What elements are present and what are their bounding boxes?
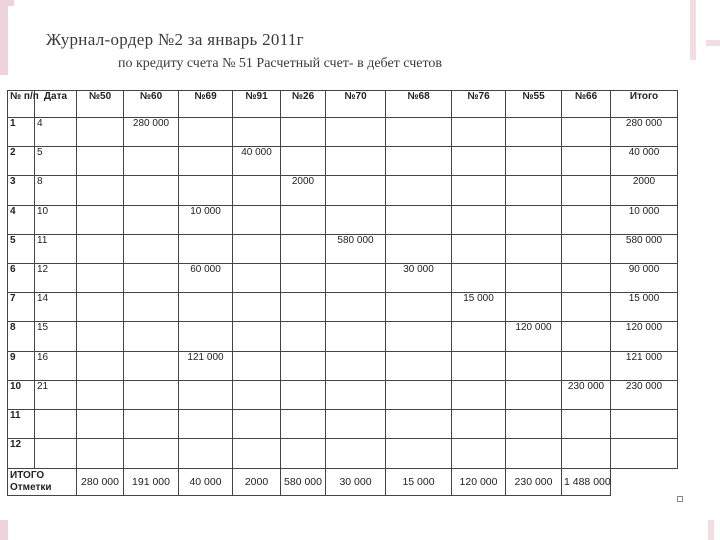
amount-cell — [562, 410, 611, 439]
header-total: Итого — [611, 91, 678, 118]
amount-cell: 60 000 — [179, 264, 233, 293]
amount-cell — [233, 380, 281, 409]
amount-cell — [77, 351, 124, 380]
amount-cell — [233, 234, 281, 263]
amount-cell — [562, 264, 611, 293]
table-row — [8, 205, 678, 234]
table-row — [8, 264, 678, 293]
header-account-55: №55 — [506, 91, 562, 118]
header-account-66: №66 — [562, 91, 611, 118]
amount-cell — [386, 205, 452, 234]
amount-cell — [452, 176, 506, 205]
table-row — [8, 118, 678, 147]
amount-cell — [562, 205, 611, 234]
totals-cell: 30 000 — [326, 468, 386, 496]
amount-cell — [77, 293, 124, 322]
table-row — [8, 322, 678, 351]
row-number-cell: 5 — [8, 234, 35, 263]
table-row — [8, 293, 678, 322]
row-total-cell: 280 000 — [611, 118, 678, 147]
row-number-cell: 4 — [8, 205, 35, 234]
grand-total-cell: 1 488 000 — [562, 468, 611, 496]
amount-cell — [386, 293, 452, 322]
amount-cell — [124, 293, 179, 322]
row-number-cell: 3 — [8, 176, 35, 205]
amount-cell — [386, 322, 452, 351]
amount-cell — [506, 176, 562, 205]
totals-cell: 40 000 — [179, 468, 233, 496]
amount-cell — [124, 264, 179, 293]
amount-cell — [179, 410, 233, 439]
decor-tab-top — [8, 0, 14, 6]
amount-cell — [506, 410, 562, 439]
amount-cell: 230 000 — [562, 380, 611, 409]
amount-cell — [562, 293, 611, 322]
header-account-50: №50 — [77, 91, 124, 118]
totals-label: ИТОГО — [10, 469, 45, 481]
totals-cell: 580 000 — [281, 468, 326, 496]
header-account-70: №70 — [326, 91, 386, 118]
header-date: Дата — [35, 91, 77, 118]
amount-cell — [281, 380, 326, 409]
date-cell: 5 — [35, 147, 77, 176]
decor-tab-right — [706, 40, 720, 46]
amount-cell — [506, 293, 562, 322]
totals-cell: 15 000 — [386, 468, 452, 496]
table-header-row — [8, 91, 678, 118]
amount-cell — [562, 234, 611, 263]
amount-cell: 121 000 — [179, 351, 233, 380]
header-number: № п/п — [8, 91, 35, 118]
amount-cell — [77, 322, 124, 351]
amount-cell — [281, 410, 326, 439]
totals-row — [8, 468, 678, 496]
amount-cell — [452, 118, 506, 147]
amount-cell — [562, 351, 611, 380]
amount-cell — [452, 205, 506, 234]
date-cell: 21 — [35, 380, 77, 409]
date-cell: 11 — [35, 234, 77, 263]
amount-cell — [281, 147, 326, 176]
amount-cell — [179, 380, 233, 409]
amount-cell — [233, 410, 281, 439]
amount-cell — [77, 176, 124, 205]
amount-cell — [281, 205, 326, 234]
amount-cell — [179, 118, 233, 147]
amount-cell — [281, 234, 326, 263]
decor-bar-right-bottom — [708, 520, 714, 540]
row-total-cell: 121 000 — [611, 351, 678, 380]
row-total-cell — [611, 439, 678, 468]
amount-cell — [77, 147, 124, 176]
amount-cell — [506, 351, 562, 380]
row-total-cell: 120 000 — [611, 322, 678, 351]
amount-cell — [326, 264, 386, 293]
amount-cell: 280 000 — [124, 118, 179, 147]
row-number-cell: 12 — [8, 439, 35, 468]
table-row — [8, 439, 678, 468]
amount-cell — [506, 234, 562, 263]
date-cell: 8 — [35, 176, 77, 205]
decor-bar-left-bottom — [0, 520, 8, 540]
totals-label-cell — [8, 468, 77, 496]
amount-cell — [562, 322, 611, 351]
header-account-76: №76 — [452, 91, 506, 118]
amount-cell: 40 000 — [233, 147, 281, 176]
table-row — [8, 176, 678, 205]
amount-cell — [326, 410, 386, 439]
amount-cell — [233, 118, 281, 147]
amount-cell — [233, 264, 281, 293]
amount-cell — [506, 118, 562, 147]
amount-cell — [326, 293, 386, 322]
header-account-91: №91 — [233, 91, 281, 118]
amount-cell — [452, 322, 506, 351]
amount-cell — [562, 118, 611, 147]
row-number-cell: 2 — [8, 147, 35, 176]
date-cell: 10 — [35, 205, 77, 234]
amount-cell — [124, 205, 179, 234]
header-account-26: №26 — [281, 91, 326, 118]
date-cell: 16 — [35, 351, 77, 380]
row-number-cell: 11 — [8, 410, 35, 439]
amount-cell — [562, 176, 611, 205]
date-cell: 4 — [35, 118, 77, 147]
totals-cell: 2000 — [233, 468, 281, 496]
amount-cell — [562, 439, 611, 468]
row-number-cell: 8 — [8, 322, 35, 351]
amount-cell — [326, 439, 386, 468]
amount-cell — [452, 234, 506, 263]
amount-cell — [386, 380, 452, 409]
date-cell — [35, 410, 77, 439]
amount-cell — [233, 293, 281, 322]
amount-cell — [281, 118, 326, 147]
row-total-cell: 90 000 — [611, 264, 678, 293]
notes-label: Отметки — [10, 481, 52, 493]
table-row — [8, 351, 678, 380]
amount-cell — [326, 380, 386, 409]
header-account-68: №68 — [386, 91, 452, 118]
amount-cell — [452, 147, 506, 176]
amount-cell — [233, 205, 281, 234]
amount-cell — [506, 264, 562, 293]
date-cell: 15 — [35, 322, 77, 351]
amount-cell — [77, 264, 124, 293]
row-total-cell: 15 000 — [611, 293, 678, 322]
slide-marker — [677, 496, 683, 502]
amount-cell — [281, 293, 326, 322]
amount-cell — [124, 351, 179, 380]
amount-cell — [124, 147, 179, 176]
amount-cell — [233, 322, 281, 351]
row-total-cell — [611, 410, 678, 439]
amount-cell — [326, 176, 386, 205]
header-account-60: №60 — [124, 91, 179, 118]
table-row — [8, 147, 678, 176]
amount-cell: 2000 — [281, 176, 326, 205]
amount-cell — [506, 147, 562, 176]
page-subtitle: по кредиту счета № 51 Расчетный счет- в дебет счетов — [118, 56, 443, 71]
table-row — [8, 380, 678, 409]
amount-cell — [179, 293, 233, 322]
amount-cell — [386, 118, 452, 147]
amount-cell — [452, 264, 506, 293]
amount-cell — [281, 264, 326, 293]
amount-cell — [179, 234, 233, 263]
date-cell: 12 — [35, 264, 77, 293]
amount-cell — [506, 380, 562, 409]
amount-cell — [77, 439, 124, 468]
amount-cell — [386, 234, 452, 263]
table-row — [8, 410, 678, 439]
amount-cell: 120 000 — [506, 322, 562, 351]
amount-cell — [562, 147, 611, 176]
amount-cell — [326, 205, 386, 234]
totals-cell: 230 000 — [506, 468, 562, 496]
row-total-cell: 230 000 — [611, 380, 678, 409]
header-account-69: №69 — [179, 91, 233, 118]
decor-bar-right-top — [690, 0, 696, 60]
amount-cell — [124, 380, 179, 409]
row-number-cell: 1 — [8, 118, 35, 147]
amount-cell — [281, 351, 326, 380]
amount-cell — [179, 176, 233, 205]
totals-cell: 280 000 — [77, 468, 124, 496]
amount-cell: 15 000 — [452, 293, 506, 322]
amount-cell — [326, 118, 386, 147]
amount-cell: 580 000 — [326, 234, 386, 263]
page-title: Журнал-ордер №2 за январь 2011г — [46, 30, 304, 49]
amount-cell — [326, 351, 386, 380]
row-number-cell: 7 — [8, 293, 35, 322]
amount-cell — [179, 147, 233, 176]
row-total-cell: 10 000 — [611, 205, 678, 234]
amount-cell — [124, 439, 179, 468]
amount-cell — [179, 439, 233, 468]
amount-cell — [124, 234, 179, 263]
totals-cell: 191 000 — [124, 468, 179, 496]
amount-cell — [386, 351, 452, 380]
amount-cell — [452, 410, 506, 439]
amount-cell — [124, 176, 179, 205]
date-cell — [35, 439, 77, 468]
amount-cell — [326, 147, 386, 176]
amount-cell — [386, 439, 452, 468]
amount-cell — [386, 147, 452, 176]
journal-order-table — [7, 90, 678, 496]
amount-cell — [452, 380, 506, 409]
totals-cell: 120 000 — [452, 468, 506, 496]
amount-cell — [77, 234, 124, 263]
row-total-cell: 40 000 — [611, 147, 678, 176]
row-number-cell: 9 — [8, 351, 35, 380]
row-number-cell: 6 — [8, 264, 35, 293]
amount-cell — [179, 322, 233, 351]
amount-cell — [506, 439, 562, 468]
amount-cell — [233, 351, 281, 380]
table-row — [8, 234, 678, 263]
amount-cell: 10 000 — [179, 205, 233, 234]
amount-cell — [452, 351, 506, 380]
amount-cell: 30 000 — [386, 264, 452, 293]
amount-cell — [77, 380, 124, 409]
amount-cell — [386, 176, 452, 205]
decor-bar-left-top — [0, 0, 8, 75]
amount-cell — [124, 322, 179, 351]
amount-cell — [77, 118, 124, 147]
amount-cell — [386, 410, 452, 439]
amount-cell — [281, 439, 326, 468]
amount-cell — [233, 176, 281, 205]
row-total-cell: 2000 — [611, 176, 678, 205]
amount-cell — [233, 439, 281, 468]
row-number-cell: 10 — [8, 380, 35, 409]
amount-cell — [326, 322, 386, 351]
row-total-cell: 580 000 — [611, 234, 678, 263]
amount-cell — [124, 410, 179, 439]
amount-cell — [77, 410, 124, 439]
amount-cell — [506, 205, 562, 234]
date-cell: 14 — [35, 293, 77, 322]
amount-cell — [452, 439, 506, 468]
amount-cell — [281, 322, 326, 351]
amount-cell — [77, 205, 124, 234]
